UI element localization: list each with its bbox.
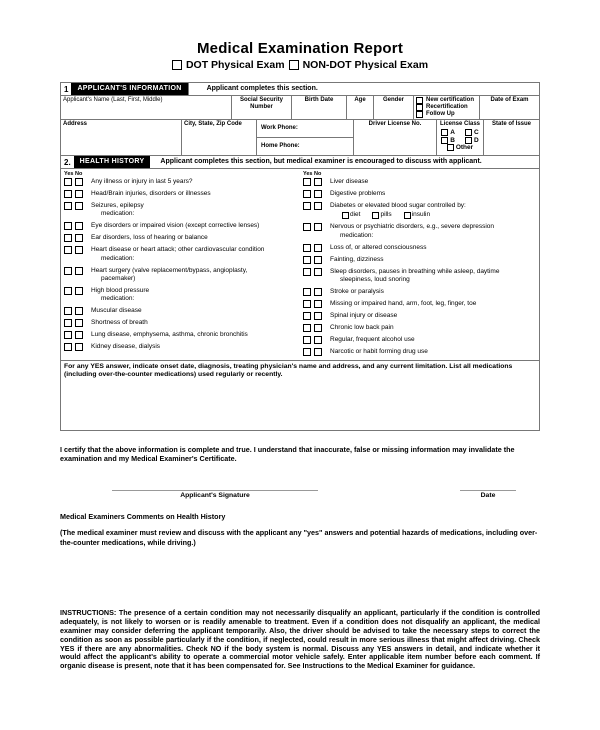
health-item-label: Nervous or psychiatric disorders, e.g., severe depression xyxy=(330,223,495,231)
no-checkbox[interactable] xyxy=(75,331,83,339)
recertification-checkbox[interactable] xyxy=(416,104,423,111)
signature-line[interactable] xyxy=(112,490,318,491)
health-item-text xyxy=(330,300,476,308)
section2-heading: HEALTH HISTORY xyxy=(74,156,151,168)
yes-checkbox[interactable] xyxy=(303,223,311,231)
certification-type-field xyxy=(413,96,479,119)
no-checkbox[interactable] xyxy=(314,336,322,344)
yes-label: Yes xyxy=(303,171,313,177)
diet-label: diet xyxy=(350,211,361,219)
ssn-field[interactable] xyxy=(231,96,291,119)
health-item-text xyxy=(91,331,248,339)
birth-date-field[interactable] xyxy=(291,96,346,119)
applicant-name-label: Applicant's Name (Last, First, Middle) xyxy=(63,97,163,103)
health-item-sub-label: medication: xyxy=(340,231,374,239)
work-phone-field[interactable] xyxy=(257,120,353,137)
health-history-item xyxy=(64,319,303,327)
certification-statement: I certify that the above information is complete and true. I understand that inaccurate, false or missing information may invalidate the examination and my Medical Examiner's Certificate. xyxy=(60,444,515,464)
no-checkbox[interactable] xyxy=(314,178,322,186)
new-certification-label: New certification xyxy=(426,96,475,103)
health-item-text xyxy=(330,324,394,332)
health-history-left-list xyxy=(64,178,303,352)
health-history-item xyxy=(303,244,535,252)
yes-checkbox[interactable] xyxy=(303,324,311,332)
health-history-item xyxy=(303,300,535,308)
health-item-label: Stroke or paralysis xyxy=(330,287,384,295)
health-history-item xyxy=(303,336,535,344)
dot-exam-label: DOT Physical Exam xyxy=(185,59,285,71)
section2-number: 2. xyxy=(64,158,71,167)
health-history-item xyxy=(64,307,303,315)
yes-checkbox[interactable] xyxy=(303,244,311,252)
health-item-text xyxy=(330,288,384,296)
health-item-label: Chronic low back pain xyxy=(330,323,394,331)
health-item-label: Heart surgery (valve replacement/bypass, angioplasty, xyxy=(91,266,248,274)
health-item-text xyxy=(91,222,259,230)
health-item-text xyxy=(330,178,368,186)
health-item-label: Eye disorders or impaired vision (except corrective lenses) xyxy=(91,222,260,230)
license-class-other-label: Other xyxy=(455,144,474,152)
license-class-label: License Class xyxy=(439,121,481,127)
health-history-item xyxy=(303,178,535,186)
work-phone-label: Work Phone: xyxy=(261,124,298,131)
health-item-label: Ear disorders, loss of hearing or balance xyxy=(91,234,208,242)
section1-heading: APPLICANT'S INFORMATION xyxy=(71,83,187,95)
health-item-label: Missing or impaired hand, arm, foot, leg, finger, toe xyxy=(330,299,477,307)
applicant-name-field[interactable] xyxy=(61,96,231,119)
health-item-label: Diabetes or elevated blood sugar controlled by: xyxy=(330,201,466,209)
yes-checkbox[interactable] xyxy=(303,300,311,308)
home-phone-label: Home Phone: xyxy=(261,142,300,149)
yes-answer-detail-box[interactable] xyxy=(61,360,539,430)
diet-checkbox[interactable] xyxy=(342,212,349,219)
form-body xyxy=(60,82,540,431)
yes-checkbox[interactable] xyxy=(303,256,311,264)
license-class-a-checkbox[interactable] xyxy=(441,129,448,136)
license-class-field xyxy=(436,120,483,155)
health-history-right-list xyxy=(303,178,535,356)
no-checkbox[interactable] xyxy=(75,307,83,315)
health-item-sub-label: medication: xyxy=(101,254,135,262)
health-item-label: Spinal injury or disease xyxy=(330,311,398,319)
applicant-info-row1 xyxy=(61,96,539,120)
health-item-text xyxy=(91,319,148,327)
health-history-right-column xyxy=(303,171,535,360)
health-item-label: Shortness of breath xyxy=(91,319,148,327)
health-item-label: Sleep disorders, pauses in breathing while asleep, daytime xyxy=(330,267,500,275)
health-history-item xyxy=(303,268,535,285)
health-history-item xyxy=(303,288,535,296)
health-item-text xyxy=(91,343,160,351)
no-checkbox[interactable] xyxy=(75,234,83,242)
new-certification-checkbox[interactable] xyxy=(416,97,423,104)
no-checkbox[interactable] xyxy=(314,348,322,356)
health-history-item xyxy=(64,178,303,186)
health-history-item xyxy=(303,223,535,240)
no-checkbox[interactable] xyxy=(314,244,322,252)
no-checkbox[interactable] xyxy=(314,268,322,276)
health-item-text xyxy=(91,190,211,198)
applicant-signature-block[interactable] xyxy=(112,490,318,499)
health-item-options xyxy=(342,211,466,219)
health-item-label: Regular, frequent alcohol use xyxy=(330,335,415,343)
health-item-label: Head/Brain injuries, disorders or illnesses xyxy=(91,189,211,197)
yes-label: Yes xyxy=(64,171,74,177)
gender-field[interactable] xyxy=(373,96,413,119)
yes-no-header xyxy=(303,171,535,177)
health-item-label: Seizures, epilepsy xyxy=(91,201,144,209)
health-item-text xyxy=(330,190,385,198)
no-checkbox[interactable] xyxy=(314,288,322,296)
yes-checkbox[interactable] xyxy=(303,288,311,296)
health-history xyxy=(61,169,539,360)
health-item-label: Digestive problems xyxy=(330,189,386,197)
health-item-text xyxy=(330,312,397,320)
yes-checkbox[interactable] xyxy=(64,287,72,295)
date-label: Date xyxy=(480,491,496,499)
no-checkbox[interactable] xyxy=(314,190,322,198)
state-of-issue-field[interactable] xyxy=(483,120,539,155)
exam-type-row xyxy=(60,59,540,71)
date-block[interactable] xyxy=(460,490,516,499)
health-item-text xyxy=(91,202,144,219)
home-phone-field[interactable] xyxy=(257,137,353,155)
health-item-text xyxy=(330,268,499,285)
health-item-label: Kidney disease, dialysis xyxy=(91,343,161,351)
health-history-item xyxy=(303,190,535,198)
health-item-label: Loss of, or altered consciousness xyxy=(330,243,427,251)
birth-date-label: Birth Date xyxy=(304,97,334,103)
yes-answer-note: For any YES answer, indicate onset date, diagnosis, treating physician's name and address, and any current limitation. List all medications (including over-the-counter medications) used regularly or recently. xyxy=(64,362,513,379)
no-checkbox[interactable] xyxy=(75,246,83,254)
yes-checkbox[interactable] xyxy=(303,178,311,186)
no-checkbox[interactable] xyxy=(314,202,322,210)
applicant-info-row2 xyxy=(61,120,539,156)
section1-header xyxy=(61,83,539,96)
health-item-text xyxy=(330,336,415,344)
health-item-label: Narcotic or habit forming drug use xyxy=(330,347,428,355)
yes-no-header xyxy=(64,171,303,177)
license-class-b-checkbox[interactable] xyxy=(441,137,448,144)
pills-label: pills xyxy=(380,211,392,219)
no-checkbox[interactable] xyxy=(75,190,83,198)
health-history-item xyxy=(303,348,535,356)
gender-label: Gender xyxy=(382,97,404,103)
no-checkbox[interactable] xyxy=(75,222,83,230)
date-line[interactable] xyxy=(460,490,516,491)
health-history-item xyxy=(303,256,535,264)
pills-checkbox[interactable] xyxy=(372,212,379,219)
health-history-item xyxy=(64,246,303,263)
health-item-text xyxy=(330,244,426,252)
ssn-label: Social Security Number xyxy=(239,97,284,111)
health-item-text xyxy=(91,307,142,315)
no-checkbox[interactable] xyxy=(314,324,322,332)
health-history-item xyxy=(64,234,303,242)
state-of-issue-label: State of Issue xyxy=(491,121,531,127)
health-item-label: Liver disease xyxy=(330,178,369,185)
section2-instruction: Applicant completes this section, but medical examiner is encouraged to discuss with applicant. xyxy=(160,158,482,165)
signature-row xyxy=(60,490,540,499)
no-checkbox[interactable] xyxy=(75,178,83,186)
page-title: Medical Examination Report xyxy=(196,40,404,57)
yes-checkbox[interactable] xyxy=(64,178,72,186)
section1-number: 1 xyxy=(64,85,69,94)
health-item-label: Heart disease or heart attack; other cardiovascular condition xyxy=(91,246,265,254)
health-history-item xyxy=(64,190,303,198)
section1-instruction: Applicant completes this section. xyxy=(188,83,539,95)
address-label: Address xyxy=(63,121,88,127)
no-checkbox[interactable] xyxy=(75,343,83,351)
age-field[interactable] xyxy=(346,96,373,119)
yes-checkbox[interactable] xyxy=(64,331,72,339)
instructions-paragraph: INSTRUCTIONS: The presence of a certain condition may not necessarily disqualify an applicant, particularly if the condition is controlled adequately, is not likely to worsen or is readily amenable to treatment. Even if a condition does not disqualify an applicant, the medical examiner may consider deferring the applicant temporarily. Also, the driver should be advised to take the necessary steps to correct the condition as soon as possible particularly if the condition, if neglected, could result in more serious illness that might affect driving. Check YES if there are any abnormalities. Check NO if the body system is normal. Discuss any YES answers in detail, and indicate whether it would affect the applicant's ability to operate a commercial motor vehicle safely. Enter applicable item number before each comment. If organic disease is present, note that it has been compensated for. See Instructions to the Medical Examiner for guidance. xyxy=(60,608,540,671)
health-history-item xyxy=(64,287,303,304)
insulin-label: insulin xyxy=(411,211,431,219)
health-history-item xyxy=(64,222,303,230)
health-item-text xyxy=(330,202,466,220)
yes-checkbox[interactable] xyxy=(64,222,72,230)
recertification-label: Recertification xyxy=(426,103,468,110)
health-history-item xyxy=(303,312,535,320)
no-checkbox[interactable] xyxy=(75,267,83,275)
health-item-sub-label: medication: xyxy=(101,210,135,218)
phone-fields xyxy=(256,120,353,155)
health-item-label: High blood pressure xyxy=(91,286,150,294)
yes-checkbox[interactable] xyxy=(64,246,72,254)
license-class-other-checkbox[interactable] xyxy=(447,144,454,151)
no-checkbox[interactable] xyxy=(314,312,322,320)
yes-checkbox[interactable] xyxy=(64,190,72,198)
yes-checkbox[interactable] xyxy=(64,267,72,275)
health-history-item xyxy=(64,267,303,284)
insulin-checkbox[interactable] xyxy=(404,212,411,219)
section2-header xyxy=(61,156,539,169)
health-item-label: Fainting, dizziness xyxy=(330,255,384,263)
health-history-item xyxy=(64,202,303,219)
dot-exam-checkbox[interactable] xyxy=(172,60,182,70)
yes-checkbox[interactable] xyxy=(303,268,311,276)
yes-checkbox[interactable] xyxy=(303,312,311,320)
health-item-sub-label: medication: xyxy=(101,295,135,303)
yes-checkbox[interactable] xyxy=(303,348,311,356)
yes-checkbox[interactable] xyxy=(64,343,72,351)
license-class-d-checkbox[interactable] xyxy=(465,137,472,144)
license-class-c-label: C xyxy=(474,129,479,137)
health-history-item xyxy=(303,324,535,332)
health-item-label: Muscular disease xyxy=(91,307,142,315)
yes-checkbox[interactable] xyxy=(303,202,311,210)
yes-checkbox[interactable] xyxy=(64,234,72,242)
city-state-zip-label: City, State, Zip Code xyxy=(184,121,242,127)
license-class-c-checkbox[interactable] xyxy=(465,129,472,136)
health-item-text xyxy=(330,256,383,264)
health-item-label: Lung disease, emphysema, asthma, chronic bronchitis xyxy=(91,331,248,339)
health-history-item xyxy=(64,343,303,351)
license-class-a-label: A xyxy=(450,129,455,137)
follow-up-label: Follow Up xyxy=(426,110,455,117)
yes-checkbox[interactable] xyxy=(303,190,311,198)
health-item-text xyxy=(330,348,428,356)
no-label: No xyxy=(314,171,322,177)
examiner-comments-heading: Medical Examiners Comments on Health History xyxy=(60,511,226,521)
non-dot-exam-checkbox[interactable] xyxy=(289,60,299,70)
applicant-signature-label: Applicant's Signature xyxy=(180,491,250,499)
no-checkbox[interactable] xyxy=(75,287,83,295)
health-history-item xyxy=(64,331,303,339)
driver-license-field[interactable] xyxy=(353,120,436,155)
health-item-text xyxy=(91,178,193,186)
health-item-sub-label: pacemaker) xyxy=(101,274,136,282)
driver-license-label: Driver License No. xyxy=(368,121,422,127)
health-history-left-column xyxy=(64,171,303,360)
no-checkbox[interactable] xyxy=(314,300,322,308)
date-of-exam-label: Date of Exam xyxy=(490,97,529,103)
health-item-text xyxy=(330,223,494,240)
health-item-text xyxy=(91,246,264,263)
age-label: Age xyxy=(354,97,366,103)
no-label: No xyxy=(75,171,83,177)
license-class-d-label: D xyxy=(474,137,479,145)
follow-up-checkbox[interactable] xyxy=(416,111,423,118)
no-checkbox[interactable] xyxy=(314,256,322,264)
health-item-sub-label: sleepiness, loud snoring xyxy=(340,275,410,283)
yes-checkbox[interactable] xyxy=(303,336,311,344)
health-item-text xyxy=(91,234,208,242)
health-item-text xyxy=(91,287,149,304)
non-dot-exam-label: NON-DOT Physical Exam xyxy=(302,59,429,71)
examiner-comments-note: (The medical examiner must review and discuss with the applicant any "yes" answers and potential hazards of medications, including over-the-counter medications, while driving.) xyxy=(60,527,538,547)
city-state-zip-field[interactable] xyxy=(181,120,256,155)
address-field[interactable] xyxy=(61,120,181,155)
yes-checkbox[interactable] xyxy=(64,319,72,327)
no-checkbox[interactable] xyxy=(75,319,83,327)
yes-checkbox[interactable] xyxy=(64,202,72,210)
health-history-item xyxy=(303,202,535,220)
health-item-label: Any illness or injury in last 5 years? xyxy=(91,178,193,185)
health-item-text xyxy=(91,267,247,284)
no-checkbox[interactable] xyxy=(314,223,322,231)
yes-checkbox[interactable] xyxy=(64,307,72,315)
license-class-b-label: B xyxy=(450,137,455,145)
no-checkbox[interactable] xyxy=(75,202,83,210)
date-of-exam-field[interactable] xyxy=(479,96,539,119)
